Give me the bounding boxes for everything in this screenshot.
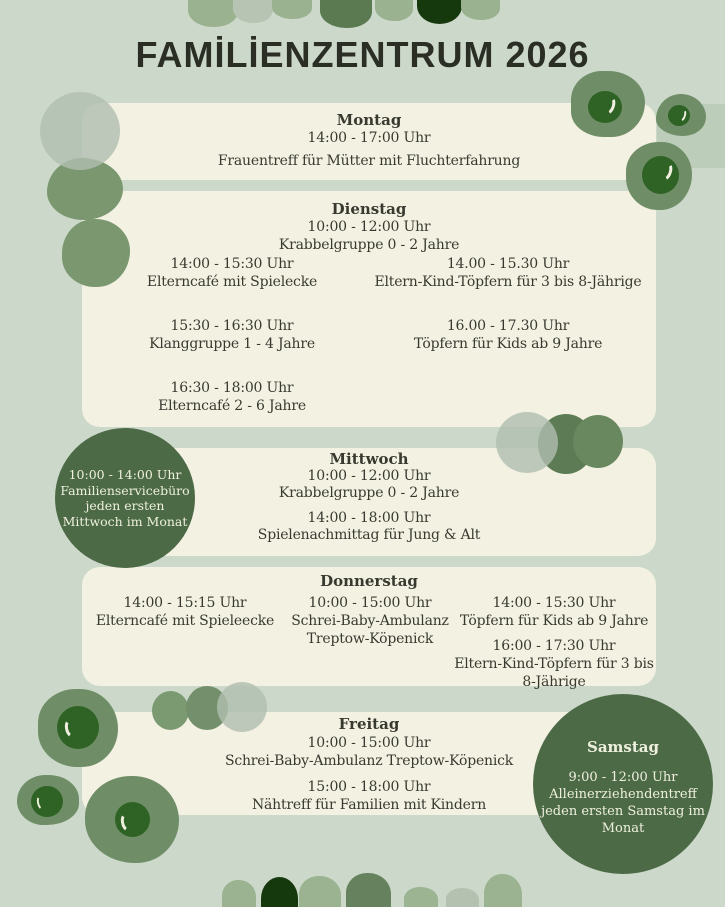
berry-highlight <box>675 106 688 122</box>
decor-blob <box>299 876 341 907</box>
dienstag-headline-desc: Krabbelgruppe 0 - 2 Jahre <box>278 237 460 253</box>
samstag-day-label: Samstag <box>586 738 659 756</box>
event <box>454 637 654 691</box>
montag-day-label: Montag <box>336 111 402 129</box>
event-desc: Elterncafé 2 - 6 Jahre <box>158 398 306 414</box>
event-time: 16:30 - 18:00 Uhr <box>170 380 294 396</box>
berry-blob <box>626 142 692 210</box>
decor-blob <box>272 0 312 19</box>
service-desc: Familienservicebüro jeden ersten Mittwoch im Monat <box>60 482 190 529</box>
berry-blob <box>656 94 706 136</box>
samstag-time: 9:00 - 12:00 Uhr <box>568 770 678 785</box>
samstag-desc: Alleinerziehendentreff jeden ersten Samstag im Monat <box>541 787 705 836</box>
page-title: FAMİLİENZENTRUM 2026 <box>135 34 590 75</box>
event-time: 16:00 - 17:30 Uhr <box>492 638 616 654</box>
event <box>107 317 357 353</box>
decor-blob <box>375 0 413 21</box>
dienstag-headline-time: 10:00 - 12:00 Uhr <box>307 219 431 235</box>
event-time: 15:30 - 16:30 Uhr <box>170 318 294 334</box>
event-time: 14.00 - 15.30 Uhr <box>446 256 570 272</box>
event-time: 14:00 - 15:15 Uhr <box>123 595 247 611</box>
decor-circle <box>152 691 189 730</box>
event <box>364 317 652 353</box>
donnerstag-col3 <box>454 594 654 698</box>
berry-highlight <box>655 159 674 182</box>
dienstag-panel <box>82 191 656 427</box>
event-desc: Elterncafé mit Spielecke <box>146 274 318 290</box>
decor-circle <box>217 682 267 732</box>
freitag-event-time: 15:00 - 18:00 Uhr <box>307 779 431 795</box>
berry-blob <box>571 71 645 137</box>
montag-event-time: 14:00 - 17:00 Uhr <box>307 130 431 146</box>
event-time: 14:00 - 15:30 Uhr <box>492 595 616 611</box>
decor-blob <box>461 0 500 20</box>
service-time: 10:00 - 14:00 Uhr <box>68 467 182 482</box>
dienstag-day-label: Dienstag <box>331 200 407 218</box>
donnerstag-col2 <box>280 594 460 648</box>
mittwoch-event-desc: Spielenachmittag für Jung & Alt <box>257 526 481 543</box>
decor-blob <box>188 0 238 27</box>
berry-blob <box>38 689 118 767</box>
donnerstag-day-label: Donnerstag <box>320 572 418 590</box>
samstag-circle <box>533 694 713 874</box>
decor-blob <box>261 877 298 907</box>
event-desc: Töpfern für Kids ab 9 Jahre <box>459 613 649 629</box>
decor-blob <box>446 888 479 907</box>
freitag-event-time: 10:00 - 15:00 Uhr <box>307 735 431 751</box>
event-time: 14:00 - 15:30 Uhr <box>170 256 294 272</box>
decor-circle <box>496 412 558 473</box>
berry-highlight <box>35 794 47 811</box>
event-desc: Klanggruppe 1 - 4 Jahre <box>149 336 315 352</box>
event-desc: Elterncafé mit Spieleecke <box>95 613 275 629</box>
berry-blob <box>17 775 79 825</box>
decor-blob <box>484 874 522 907</box>
dienstag-left-column <box>107 255 357 441</box>
mittwoch-event-time: 10:00 - 12:00 Uhr <box>307 468 431 484</box>
dienstag-right-column <box>364 255 652 379</box>
freitag-day-label: Freitag <box>338 715 400 733</box>
decor-blob <box>404 887 438 907</box>
event-desc: Töpfern für Kids ab 9 Jahre <box>413 336 603 352</box>
freitag-event-desc: Nähtreff für Familien mit Kindern <box>251 797 487 813</box>
montag-panel <box>82 103 656 180</box>
event-desc: Eltern-Kind-Töpfern für 3 bis 8-Jährige <box>374 274 642 290</box>
event-desc: Schrei-Baby-Ambulanz Treptow-Köpenick <box>291 613 449 647</box>
decor-circle <box>573 415 623 468</box>
event-time: 10:00 - 15:00 Uhr <box>308 595 432 611</box>
event-desc: Eltern-Kind-Töpfern für 3 bis 8-Jährige <box>454 656 654 690</box>
donnerstag-col1 <box>90 594 280 630</box>
event <box>107 255 357 291</box>
berry-blob <box>85 776 179 863</box>
decor-blob <box>62 219 130 287</box>
decor-blob <box>346 873 391 907</box>
familienservicebuero-circle <box>55 428 195 568</box>
decor-circle <box>40 92 120 170</box>
decor-blob <box>233 0 273 23</box>
event <box>107 379 357 415</box>
decor-blob <box>222 880 256 907</box>
decor-blob <box>320 0 372 28</box>
donnerstag-panel <box>82 567 656 690</box>
decor-blob <box>417 0 462 24</box>
montag-event-desc: Frauentreff für Mütter mit Fluchterfahrung <box>217 153 521 169</box>
mittwoch-event-time: 14:00 - 18:00 Uhr <box>307 510 431 526</box>
event <box>454 594 654 630</box>
event-time: 16.00 - 17.30 Uhr <box>446 318 570 334</box>
event <box>364 255 652 291</box>
berry-highlight <box>63 717 81 739</box>
berry-highlight <box>119 811 137 833</box>
berry-highlight <box>598 93 617 116</box>
mittwoch-event-desc: Krabbelgruppe 0 - 2 Jahre <box>278 484 460 501</box>
mittwoch-day-label: Mittwoch <box>329 450 409 468</box>
freitag-event-desc: Schrei-Baby-Ambulanz Treptow-Köpenick <box>224 753 514 769</box>
